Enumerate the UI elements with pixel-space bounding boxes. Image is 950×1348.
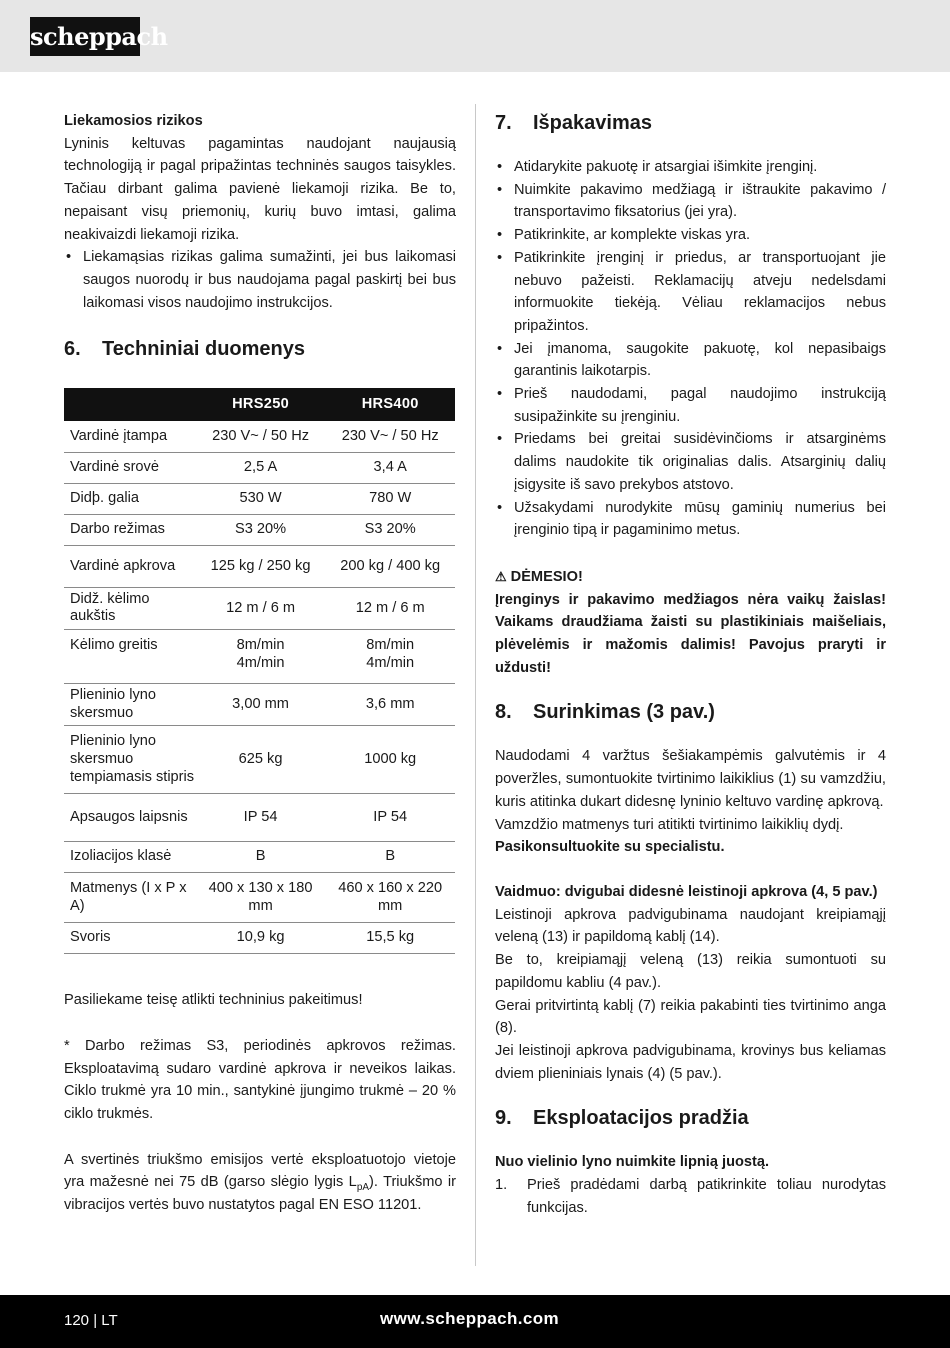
table-row xyxy=(64,514,455,545)
list-item xyxy=(495,1174,886,1219)
list-item-text: Prieš pradėdami darbą patikrinkite toliau nurodytas funkcijas. xyxy=(527,1177,886,1216)
noise-text: A svertinės triukšmo emisijos vertė eksploatuotojo vietoje yra mažesnė nei 75 dB (garso slėgio lygis L xyxy=(64,1151,456,1191)
table-row-label: Apsaugos laipsnis xyxy=(64,794,196,842)
residual-risks-text: Lyninis keltuvas pagamintas naudojant naujausią technologiją ir pagal pripažintas techninės saugos taisykles. Tačiau dirbant galima pavienė liekamoji rizika. Be to, nepaisant visų priemonių, kurių buvo imtasi, galima neakivaizdi liekamoji rizika. xyxy=(64,135,456,243)
table-row xyxy=(64,794,455,842)
table-cell: 15,5 kg xyxy=(325,923,455,954)
header-bar xyxy=(0,0,950,72)
technical-data-table xyxy=(64,388,455,954)
double-load-text: Jei leistinoji apkrova padvigubinama, krovinys bus keliamas dviem plieniniais lynais (4) (5 pav.). xyxy=(495,1042,886,1082)
table-cell: 12 m / 6 m xyxy=(325,587,455,629)
table-row xyxy=(64,421,455,452)
website-link[interactable]: www.scheppach.com xyxy=(380,1309,560,1328)
table-cell: 230 V~ / 50 Hz xyxy=(196,421,326,452)
table-row xyxy=(64,726,455,794)
table-cell: S3 20% xyxy=(325,514,455,545)
table-cell: 3,6 mm xyxy=(325,684,455,726)
table-header-row xyxy=(64,388,455,421)
right-column xyxy=(495,110,886,1219)
double-load-text: Gerai pritvirtintą kablį (7) reikia pakabinti ties tvirtinimo anga (8). xyxy=(495,997,886,1037)
assembly-paragraph-2: Vamzdžio matmenys turi atitikti tvirtinimo laikiklių dydį. xyxy=(495,816,844,833)
table-row-label: Vardinė apkrova xyxy=(64,545,196,587)
section-9-heading xyxy=(495,1105,886,1131)
table-cell: 1000 kg xyxy=(325,726,455,794)
table-cell: B xyxy=(325,842,455,873)
table-cell: 400 x 130 x 180 mm xyxy=(196,873,326,923)
table-cell: 2,5 A xyxy=(196,452,326,483)
technical-changes-note: Pasiliekame teisę atlikti techninius pakeitimus! xyxy=(64,992,363,1009)
list-item: • Prieš naudodami, pagal naudojimo instrukciją susipažinkite su įrenginiu. xyxy=(495,383,886,428)
table-header-cell: HRS400 xyxy=(325,388,455,421)
table-row xyxy=(64,483,455,514)
list-item: • Patikrinkite, ar komplekte viskas yra. xyxy=(495,224,886,247)
start-instruction: Nuo vielinio lyno nuimkite lipnią juostą. xyxy=(495,1154,770,1171)
table-cell: 125 kg / 250 kg xyxy=(196,545,326,587)
list-item: • Patikrinkite įrenginį ir priedus, ar transportuojant jie nebuvo pažeisti. Reklamacijų atveju nedelsdami informuokite tiekėją. Vėliau reklamacijos nebus pripažintos. xyxy=(495,247,886,338)
noise-note xyxy=(64,1149,456,1217)
list-number: 1. xyxy=(495,1177,508,1194)
table-row-label: Plieninio lyno skersmuo tempiamasis stipris xyxy=(64,726,196,794)
section-number: 6. xyxy=(64,338,81,361)
list-item: • Nuimkite pakavimo medžiagą ir ištraukite pakavimo / transportavimo fiksatorius (jei yra). xyxy=(495,179,886,224)
table-row-label: Didž. kėlimo aukštis xyxy=(64,587,196,629)
section-number: 8. xyxy=(495,701,512,724)
section-8-heading xyxy=(495,699,886,725)
table-row-label: Vardinė įtampa xyxy=(64,421,196,452)
table-row xyxy=(64,452,455,483)
column-divider xyxy=(475,104,476,1266)
warning-icon: ⚠ xyxy=(495,568,507,584)
table-row-label: Plieninio lyno skersmuo xyxy=(64,684,196,726)
table-cell: B xyxy=(196,842,326,873)
table-row-label: Matmenys (I x P x A) xyxy=(64,873,196,923)
list-item: • Užsakydami nurodykite mūsų gaminių numerius bei įrenginio tipą ir pagaminimo metus. xyxy=(495,497,886,542)
start-list xyxy=(495,1174,886,1219)
table-row-label: Vardinė srovė xyxy=(64,452,196,483)
noise-subscript: pA xyxy=(356,1182,370,1194)
double-load-text: Be to, kreipiamąjį veleną (13) reikia sumontuoti su papildomu kabliu (4 pav.). xyxy=(495,952,886,991)
table-row-label: Izoliacijos klasė xyxy=(64,842,196,873)
table-cell: 8m/min 4m/min xyxy=(196,630,326,684)
table-header-cell: HRS250 xyxy=(196,388,326,421)
warning-heading xyxy=(495,566,886,589)
page-number: 120 | LT xyxy=(64,1312,118,1329)
table-row xyxy=(64,684,455,726)
assembly-paragraph: Naudodami 4 varžtus šešiakampėmis galvutėmis ir 4 poveržles, sumontuokite tvirtinimo laikiklius (1) su vamzdžiu, kuris atitinka dukart didesnę lyninio keltuvo vardinę apkrovą. xyxy=(495,748,886,810)
table-cell: 3,4 A xyxy=(325,452,455,483)
double-load-text: Leistinoji apkrova padvigubinama naudojant kreipiamąjį veleną (13) ir papildomą kablį (14). xyxy=(495,906,886,946)
table-header-cell xyxy=(64,388,196,421)
warning-text: Įrenginys ir pakavimo medžiagos nėra vaikų žaislas! Vaikams draudžiama žaisti su plastikiniais maišeliais, plėvelėmis ir mažomis dalimis! Pavojus praryti ir uždusti! xyxy=(495,591,886,676)
warning-title: DĖMESIO! xyxy=(510,568,583,585)
list-item: • Priedams bei greitai susidėvinčioms ir atsarginėms dalims naudokite tik originalias dalis. Atsarginių dalių įsigysite iš savo prekybos atstovo. xyxy=(495,428,886,496)
table-cell: 8m/min 4m/min xyxy=(325,630,455,684)
noise-text-end: ). Triukšmo ir vibracijos vertės buvo nustatytos pagal EN ESO 11201. xyxy=(64,1174,456,1214)
table-cell: 12 m / 6 m xyxy=(196,587,326,629)
footer-bar xyxy=(0,1295,950,1348)
duty-mode-note: * Darbo režimas S3, periodinės apkrovos režimas. Eksploatavimą sudaro vardinė apkrova ir neveikos laikas. Ciklo trukmė yra 10 min., santykinė įjungimo trukmė – 20 % ciklo trukmės. xyxy=(64,1037,456,1123)
table-row xyxy=(64,630,455,684)
table-cell: 200 kg / 400 kg xyxy=(325,545,455,587)
left-column xyxy=(64,110,456,1217)
table-row-label: Kėlimo greitis xyxy=(64,630,196,684)
double-load-title: Vaidmuo: dvigubai didesnė leistinoji apkrova (4, 5 pav.) xyxy=(495,883,878,900)
section-number: 9. xyxy=(495,1107,512,1130)
section-6-heading xyxy=(64,336,456,362)
residual-risks-list xyxy=(64,246,456,314)
section-title: Surinkimas (3 pav.) xyxy=(533,701,715,724)
table-cell: 625 kg xyxy=(196,726,326,794)
unpacking-list xyxy=(495,156,886,542)
residual-risks-title: Liekamosios rizikos xyxy=(64,113,203,129)
assembly-advice: Pasikonsultuokite su specialistu. xyxy=(495,839,725,856)
list-item: • Jei įmanoma, saugokite pakuotę, kol nepasibaigs garantinis laikotarpis. xyxy=(495,338,886,383)
section-7-heading xyxy=(495,110,886,136)
table-row-label: Svoris xyxy=(64,923,196,954)
table-row-label: Darbo režimas xyxy=(64,514,196,545)
table-cell: 3,00 mm xyxy=(196,684,326,726)
table-cell: 230 V~ / 50 Hz xyxy=(325,421,455,452)
section-title: Eksploatacijos pradžia xyxy=(533,1107,749,1130)
list-item: • Atidarykite pakuotę ir atsargiai išimkite įrenginį. xyxy=(495,156,886,179)
table-cell: IP 54 xyxy=(196,794,326,842)
residual-risks-bullet: • Liekamąsias rizikas galima sumažinti, jei bus laikomasi saugos nuorodų ir bus naudojama pagal paskirtį bei bus laikomasi visos naudojimo instrukcijos. xyxy=(64,246,456,314)
table-cell: S3 20% xyxy=(196,514,326,545)
section-title: Techniniai duomenys xyxy=(102,338,305,361)
table-row xyxy=(64,545,455,587)
scheppach-logo: scheppach xyxy=(30,17,140,56)
table-row xyxy=(64,842,455,873)
table-row xyxy=(64,923,455,954)
table-row-label: Didþ. galia xyxy=(64,483,196,514)
section-title: Išpakavimas xyxy=(533,112,652,134)
table-cell: 10,9 kg xyxy=(196,923,326,954)
table-cell: 530 W xyxy=(196,483,326,514)
table-cell: 460 x 160 x 220 mm xyxy=(325,873,455,923)
section-number: 7. xyxy=(495,112,512,134)
table-cell: 780 W xyxy=(325,483,455,514)
table-row xyxy=(64,587,455,629)
table-row xyxy=(64,873,455,923)
table-cell: IP 54 xyxy=(325,794,455,842)
